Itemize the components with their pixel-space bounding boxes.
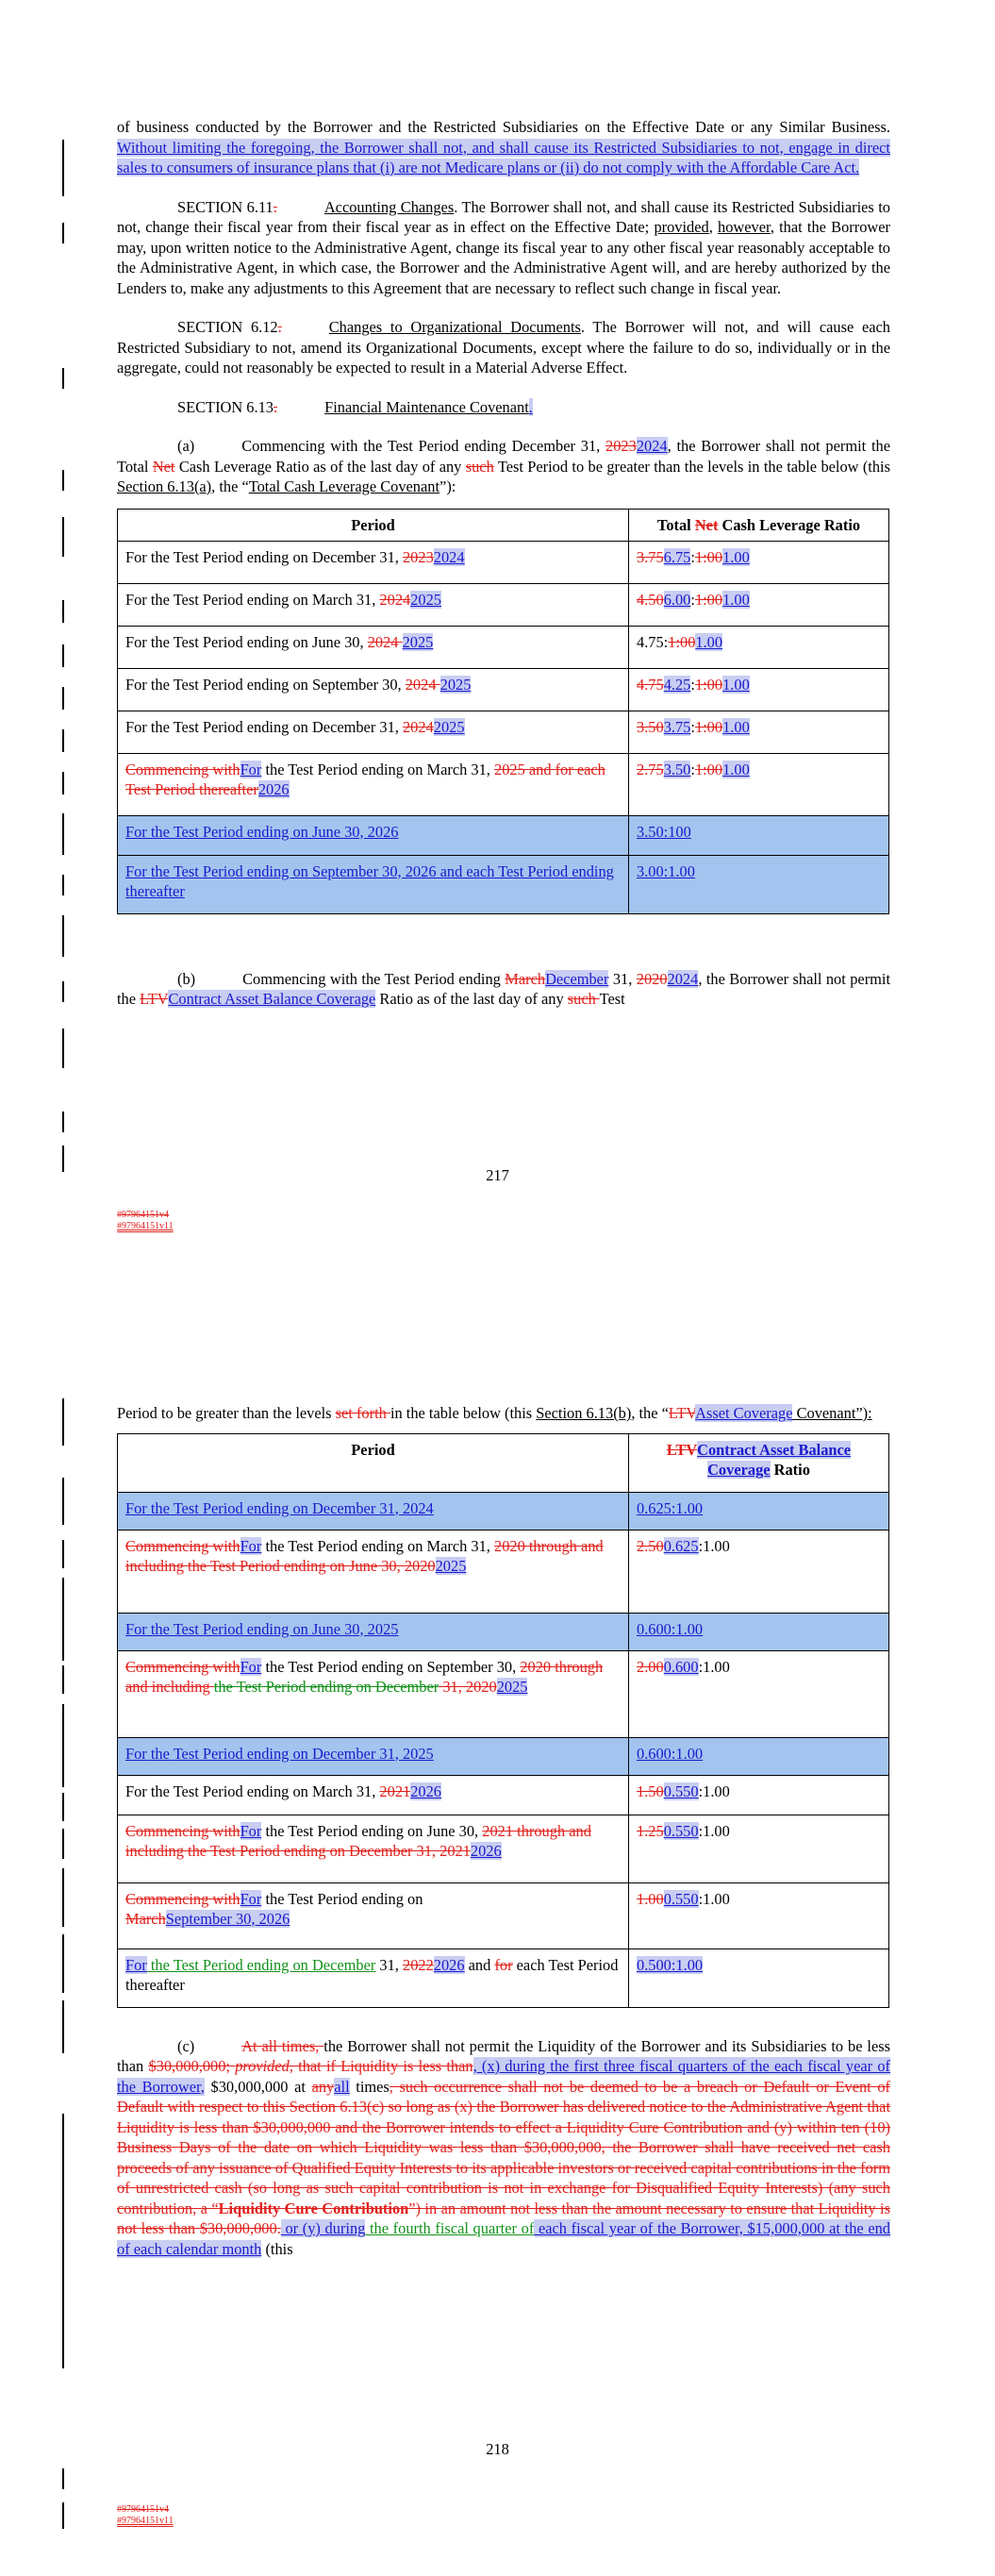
section-6-11 [117, 197, 890, 299]
deleted-text: Commencing with [125, 1889, 240, 1908]
section-heading: Changes to Organizational Documents [328, 318, 581, 336]
change-bar [62, 517, 64, 557]
table-row [118, 1882, 889, 1949]
change-bar [62, 1868, 64, 1927]
deleted-text: 2023 [402, 547, 434, 566]
deleted-text: 2.00 [637, 1657, 664, 1676]
text-run: : [690, 590, 695, 609]
change-bar [62, 2468, 64, 2489]
deleted-text: 1:00 [694, 760, 723, 778]
inserted-text: 0.550 [663, 1889, 699, 1908]
inserted-text: 0.600:1.00 [637, 1619, 704, 1638]
text-run: each Test Period thereafter [125, 1955, 619, 1994]
ratio-cell [629, 1613, 889, 1650]
period-cell [118, 753, 629, 815]
inserted-text: 1.00 [695, 632, 723, 651]
deleted-text: 2022 [403, 1955, 434, 1974]
inserted-text: or (y) during [280, 2219, 366, 2237]
section-number: SECTION 6.11 [177, 197, 274, 216]
table-row [118, 1775, 889, 1815]
change-bar [62, 875, 64, 895]
change-bar [62, 470, 64, 491]
inserted-text: 2025 [410, 590, 441, 609]
inserted-text: Asset Coverage [695, 1404, 793, 1422]
deleted-text: 1:00 [694, 547, 723, 566]
deleted-text: Commencing with [125, 1536, 240, 1555]
table-row [118, 753, 889, 815]
text-run: Ratio as of the last day of any [375, 990, 568, 1008]
text-run: ”): [439, 477, 456, 495]
moved-text: the Test Period ending on December [213, 1677, 439, 1696]
ratio-cell [629, 583, 889, 626]
inserted-text: 2025 [433, 717, 465, 736]
deleted-text: such [465, 457, 494, 476]
deleted-text: 2020 [636, 969, 668, 988]
change-bar [62, 813, 64, 855]
text-run: For the Test Period ending on June 30, [125, 632, 368, 651]
change-bar [62, 223, 64, 243]
change-bar [62, 1029, 64, 1068]
change-bar [62, 1793, 64, 1821]
period-cell [118, 626, 629, 668]
inserted-text: 3.00:1.00 [637, 861, 695, 880]
text-run: Test [599, 990, 625, 1008]
text-run: the Test Period ending on June 30, [261, 1821, 483, 1840]
inserted-text: 3.50:100 [637, 822, 691, 841]
period-cell [118, 1949, 629, 2007]
text-run: For the Test Period ending on September 30, [125, 675, 406, 694]
moved-text: the Test Period ending on December [146, 1955, 376, 1974]
deleted-text: . [273, 197, 277, 216]
ratio-cell [629, 1775, 889, 1815]
section-heading: Financial Maintenance Covenant [324, 397, 529, 416]
deleted-text: , that if Liquidity is less than [289, 2057, 473, 2075]
section-number: SECTION 6.13 [177, 397, 274, 416]
cross-reference: Section 6.13(b) [536, 1404, 632, 1422]
text-run: :1.00 [698, 1781, 730, 1800]
deleted-text: LTV [140, 990, 169, 1008]
inserted-text: 0.500:1.00 [637, 1955, 704, 1974]
period-cell [118, 668, 629, 711]
change-bar [62, 981, 64, 1002]
table-row [118, 1949, 889, 2007]
deleted-text: 2021 [379, 1781, 411, 1800]
header-text: Total [656, 515, 695, 534]
period-cell [118, 1530, 629, 1613]
deleted-text: 1.00 [637, 1889, 664, 1908]
inserted-text: 2025 [435, 1556, 467, 1575]
text-run: : [690, 547, 695, 566]
text-run: For the Test Period ending on March 31, [125, 1781, 380, 1800]
inserted-text: September 30, 2026 [165, 1909, 290, 1928]
page-218 [0, 1293, 995, 2576]
inserted-table-row [118, 855, 889, 913]
deleted-text: Liquidity Cure Contribution [218, 2199, 409, 2217]
inserted-table-row [118, 815, 889, 855]
text-run: :1.00 [698, 1536, 730, 1555]
deleted-text: 2.50 [637, 1536, 664, 1555]
ratio-cell [629, 1650, 889, 1737]
inserted-text: December [545, 969, 609, 988]
ratio-cell [629, 1949, 889, 2007]
period-cell [118, 1492, 629, 1530]
text-run: $30,000,000 at [204, 2077, 312, 2096]
text-run: . The Borrower shall not, and shall cause its Restricted Subsidiaries to not, change their fiscal year from their fiscal year as in effect on the Effective Date; [117, 197, 890, 236]
deleted-text: 1:00 [668, 632, 696, 651]
inserted-text: 3.50 [663, 760, 691, 778]
deleted-text: 2024 [367, 632, 403, 651]
inserted-text: 2024 [433, 547, 465, 566]
header-text: Cash Leverage Ratio [718, 515, 861, 534]
text-run: Covenant”): [792, 1404, 872, 1422]
subsection-b [117, 969, 890, 1010]
deleted-text: for [494, 1955, 513, 1974]
text-run: provided [654, 218, 709, 236]
change-bar [62, 772, 64, 795]
text-run: times [349, 2077, 390, 2096]
inserted-text: 2026 [470, 1841, 502, 1860]
deleted-text: LTV [668, 1404, 696, 1422]
inserted-text: Contract Asset Balance Coverage [697, 1440, 852, 1479]
inserted-text: 2025 [439, 675, 472, 694]
ratio-cell [629, 541, 889, 583]
ratio-cell [629, 753, 889, 815]
inserted-table-row [118, 1737, 889, 1775]
deleted-text: 1:00 [694, 675, 723, 694]
inserted-text: 3.75 [663, 717, 691, 736]
text-run: , the “ [211, 477, 249, 495]
inserted-text: For the Test Period ending on December 31, 2025 [125, 1744, 434, 1763]
page-number: 218 [486, 2440, 509, 2458]
deleted-text: Commencing with [125, 1821, 240, 1840]
change-bar [62, 368, 64, 389]
inserted-text: 1.00 [722, 590, 750, 609]
ratio-cell [629, 626, 889, 668]
text-run: Cash Leverage Ratio as of the last day of any [174, 457, 466, 476]
change-bar [62, 140, 64, 196]
inserted-text: For the Test Period ending on December 31, 2024 [125, 1498, 434, 1517]
text-run: the Borrower shall not permit the Liquidity of the Borrower and its Subsidiaries to be less than [117, 2036, 890, 2075]
inserted-text: 1.00 [722, 717, 750, 736]
inserted-text: 0.550 [663, 1781, 699, 1800]
text-run: 31, [608, 969, 637, 988]
inserted-text: 0.600:1.00 [637, 1744, 704, 1763]
change-bar [62, 1112, 64, 1132]
section-heading: Accounting Changes [323, 197, 455, 216]
ratio-cell [629, 1492, 889, 1530]
deleted-text: LTV [666, 1440, 698, 1459]
inserted-text: 1.00 [722, 547, 750, 566]
text-run: of business conducted by the Borrower and the Restricted Subsidiaries on the Effective Date or any Similar Business. [117, 118, 890, 136]
inserted-text: For the Test Period ending on September 30, 2026 and each Test Period ending thereafter [125, 861, 614, 900]
deleted-text: ”) in an amount not less than the amount necessary to ensure that Liquidity is not less than $30,000,000 [117, 2199, 890, 2237]
change-bar [62, 600, 64, 623]
text-run: the Test Period ending on September 30, [261, 1657, 521, 1676]
text-run: :1.00 [698, 1889, 730, 1908]
inserted-text: 2026 [410, 1781, 441, 1800]
deleted-text: At all times, [241, 2036, 324, 2055]
page-217 [0, 0, 995, 1283]
ratio-cell [629, 711, 889, 753]
table-row [118, 711, 889, 753]
ratio-cell [629, 1737, 889, 1775]
cross-reference: Section 6.13(a) [117, 477, 212, 495]
ratio-cell [629, 855, 889, 913]
deleted-text: 2020 through and including the Test Period ending on June 30, 2020 [125, 1536, 604, 1575]
text-run: however [718, 218, 771, 236]
defined-term: Total Cash Leverage Covenant [248, 477, 440, 495]
change-bar [62, 687, 64, 710]
period-cell [118, 1650, 629, 1737]
inserted-text: For [125, 1955, 147, 1974]
text-run: : [690, 675, 695, 694]
change-bar [62, 2000, 64, 2053]
period-cell [118, 1737, 629, 1775]
change-bar [62, 1665, 64, 1694]
period-cell [118, 815, 629, 855]
inserted-text: 1.00 [722, 675, 750, 694]
table-row [118, 626, 889, 668]
table-row [118, 1815, 889, 1882]
doc-id-inserted: #97964151v11 [117, 2516, 174, 2526]
text-run: in the table below (this [390, 1404, 537, 1422]
change-bar [62, 2114, 64, 2368]
inserted-text: For [240, 1821, 262, 1840]
text-run: (this [261, 2239, 293, 2258]
inserted-table-row [118, 1492, 889, 1530]
subsection-label: (b) [177, 969, 196, 988]
deleted-text: 3.75 [637, 547, 664, 566]
change-bar [62, 1934, 64, 1993]
inserted-text: For [240, 1657, 262, 1676]
text-run: the Test Period ending on March 31, [261, 1536, 494, 1555]
period-cell [118, 1775, 629, 1815]
period-cell [118, 1613, 629, 1650]
inserted-text: For the Test Period ending on June 30, 2025 [125, 1619, 399, 1638]
text-run: Test Period to be greater than the levels in the table below (this [493, 457, 890, 476]
change-bar [62, 915, 64, 957]
intro-paragraph [117, 117, 890, 178]
inserted-text: 4.25 [663, 675, 691, 694]
text-run: :1.00 [698, 1657, 730, 1676]
deleted-text: 2023 [605, 437, 637, 455]
moved-text: the fourth fiscal quarter of [365, 2219, 535, 2237]
inserted-text: For [240, 760, 262, 778]
inserted-text: 6.00 [663, 590, 691, 609]
period-cell [118, 711, 629, 753]
deleted-text: 2020 through and including [125, 1657, 604, 1696]
deleted-text: 4.75 [637, 675, 664, 694]
deleted-text: 1.25 [637, 1821, 664, 1840]
deleted-text: Net [694, 515, 719, 534]
text-run: 4.75: [637, 632, 669, 651]
deleted-text: 2024 [379, 590, 411, 609]
inserted-text: 0.550 [663, 1821, 699, 1840]
page-number: 217 [486, 1166, 509, 1184]
period-cell [118, 541, 629, 583]
inserted-text: each fiscal year of the Borrower, $15,000,000 at the end of each calendar month [117, 2219, 890, 2258]
inserted-text: 2025 [496, 1677, 528, 1696]
period-cell [118, 1815, 629, 1882]
deleted-text: any [311, 2077, 335, 2096]
inserted-text: For the Test Period ending on June 30, 2026 [125, 822, 399, 841]
subsection-b-continued [117, 1403, 890, 1424]
inserted-text: 6.75 [663, 547, 691, 566]
subsection-a [117, 436, 890, 497]
inserted-text: , (x) during the first three fiscal quarters of the each fiscal year of the Borrower, [117, 2057, 890, 2096]
text-run: . The Borrower will not, and will cause each Restricted Subsidiary to not, amend its Organizational Documents, except where the failure to do so, individually or in the aggregate, could not reasonably be expected to result in a Material Adverse Effect. [117, 318, 890, 376]
column-header-period: Period [118, 1433, 629, 1492]
text-run: For the Test Period ending on December 31, [125, 547, 403, 566]
deleted-text: . [277, 318, 282, 336]
doc-id-deleted: #97964151v4 [117, 1210, 169, 1220]
text-run: the Test Period ending on March 31, [261, 760, 494, 778]
deleted-text: $30,000,000; [148, 2057, 236, 2075]
text-run: , that the Borrower may, upon written notice to the Administrative Agent, change its fiscal year to any other fiscal year reasonably acceptable to the Administrative Agent, in which case, the Borrower and the Administrative Agent will, and are hereby authorized by the Lenders to, make any adjustments to this Agreement that are necessary to reflect such change in fiscal year. [117, 218, 890, 297]
change-bar [62, 1398, 64, 1446]
table-header-row [118, 1433, 889, 1492]
text-run: Commencing with the Test Period ending [242, 969, 506, 988]
inserted-text: 2026 [433, 1955, 465, 1974]
deleted-text: . [274, 397, 278, 416]
leverage-ratio-table [117, 509, 889, 914]
text-run: the Test Period ending on [261, 1889, 423, 1908]
section-6-13 [117, 397, 890, 418]
change-bar [62, 729, 64, 752]
deleted-text: March [125, 1909, 166, 1928]
inserted-text: 2024 [667, 969, 699, 988]
table-row [118, 1530, 889, 1613]
deleted-text: Commencing with [125, 1657, 240, 1676]
text-run: Period to be greater than the levels [117, 1404, 336, 1422]
change-bar [62, 1829, 64, 1859]
subsection-label: (a) [177, 437, 195, 455]
text-run: , the “ [631, 1404, 669, 1422]
asset-coverage-table [117, 1433, 889, 2008]
inserted-text: Without limiting the foregoing, the Borrower shall not, and shall cause its Restricted Subsidiaries to not, engage in direct sales to consumers of insurance plans that (i) are not Medicare plans or (ii) do not comply with the Affordable Care Act. [117, 138, 890, 176]
deleted-text: provided [235, 2057, 290, 2075]
doc-id-inserted: #97964151v11 [117, 1221, 174, 1231]
deleted-text: , such occurrence shall not be deemed to be a breach or Default or Event of Default with respect to this Section 6.13(c) so long as (x) the Borrower has delivered notice to the Administrative Agent that Liquidity is less than $30,000,000 and the Borrower intends to effect a Liquidity Cure Contribution and (y) within ten (10) Business Days of the date on which Liquidity was less than $30,000,000, the Borrower shall have received net cash proceeds of any issuance of Qualified Equity Interests to its applicable investors or received capital contributions in the form of unrestricted cash (so long as such capital contribution is not in exchange for Disqualified Equity Interests) (any such contribution, a “ [117, 2077, 891, 2217]
text-run: 31, [375, 1955, 403, 1974]
inserted-text: 2025 [402, 632, 434, 651]
deleted-text: 2025 and for each Test Period thereafter [125, 760, 605, 798]
text-run: : [690, 717, 695, 736]
inserted-text: 0.625:1.00 [637, 1498, 704, 1517]
deleted-text: set forth [335, 1404, 390, 1422]
deleted-text: 31, 2020 [439, 1677, 497, 1696]
text-run: For the Test Period ending on December 31, [125, 717, 403, 736]
ratio-cell [629, 668, 889, 711]
inserted-text: For [240, 1889, 262, 1908]
deleted-text: 2024 [402, 717, 434, 736]
deleted-text: March [505, 969, 546, 988]
text-run: :1.00 [698, 1821, 730, 1840]
deleted-text: such [567, 990, 600, 1008]
inserted-text: 2024 [636, 437, 668, 455]
page-body [117, 117, 890, 1010]
column-header-ratio [629, 1433, 889, 1492]
table-row [118, 583, 889, 626]
text-run: For the Test Period ending on March 31, [125, 590, 380, 609]
deleted-text: 1:00 [694, 590, 723, 609]
ratio-cell [629, 815, 889, 855]
ratio-cell [629, 1882, 889, 1949]
inserted-text: 2026 [257, 779, 290, 798]
page-body [117, 1403, 890, 2259]
change-bar [62, 1704, 64, 1787]
subsection-label: (c) [177, 2036, 195, 2055]
period-cell [118, 1882, 629, 1949]
deleted-text: 2024 [405, 675, 440, 694]
text-run: , the Borrower shall not permit the Total [117, 437, 890, 476]
inserted-text: 0.625 [663, 1536, 699, 1555]
table-row [118, 541, 889, 583]
inserted-text: Contract Asset Balance Coverage [168, 990, 376, 1008]
text-run: and [464, 1955, 495, 1974]
change-bar [62, 1478, 64, 1525]
inserted-text: 1.00 [722, 760, 750, 778]
text-run: Commencing with the Test Period ending December 31, [241, 437, 606, 455]
column-header-period: Period [118, 509, 629, 541]
section-6-12 [117, 317, 890, 378]
deleted-text: 1:00 [694, 717, 723, 736]
inserted-text: all [334, 2077, 350, 2096]
change-bar [62, 2502, 64, 2529]
deleted-text: 2021 through and including the Test Period ending on December 31, 2021 [125, 1821, 591, 1860]
ratio-cell [629, 1815, 889, 1882]
deleted-text: Net [152, 457, 175, 476]
deleted-text: 3.50 [637, 717, 664, 736]
header-text: Ratio [770, 1460, 810, 1479]
period-cell [118, 583, 629, 626]
section-number: SECTION 6.12 [177, 318, 278, 336]
doc-id-deleted: #97964151v4 [117, 2504, 169, 2515]
table-row [118, 1650, 889, 1737]
deleted-text: 4.50 [637, 590, 664, 609]
subsection-c [117, 2036, 890, 2260]
change-bar [62, 644, 64, 667]
inserted-text: 0.600 [663, 1657, 699, 1676]
inserted-table-row [118, 1613, 889, 1650]
text-run: , the Borrower shall not permit the [117, 969, 891, 1008]
text-run: : [690, 760, 695, 778]
inserted-text: For [240, 1536, 262, 1555]
deleted-text: 1.50 [637, 1781, 664, 1800]
deleted-text: Commencing with [125, 760, 240, 778]
table-header-row [118, 509, 889, 541]
change-bar [62, 1578, 64, 1661]
deleted-text: 2.75 [637, 760, 664, 778]
table-row [118, 668, 889, 711]
ratio-cell [629, 1530, 889, 1613]
text-run: , [708, 218, 719, 236]
change-bar [62, 1540, 64, 1568]
column-header-ratio [629, 509, 889, 541]
inserted-text: . [528, 397, 533, 416]
deleted-text: . [276, 2219, 281, 2237]
period-cell [118, 855, 629, 913]
